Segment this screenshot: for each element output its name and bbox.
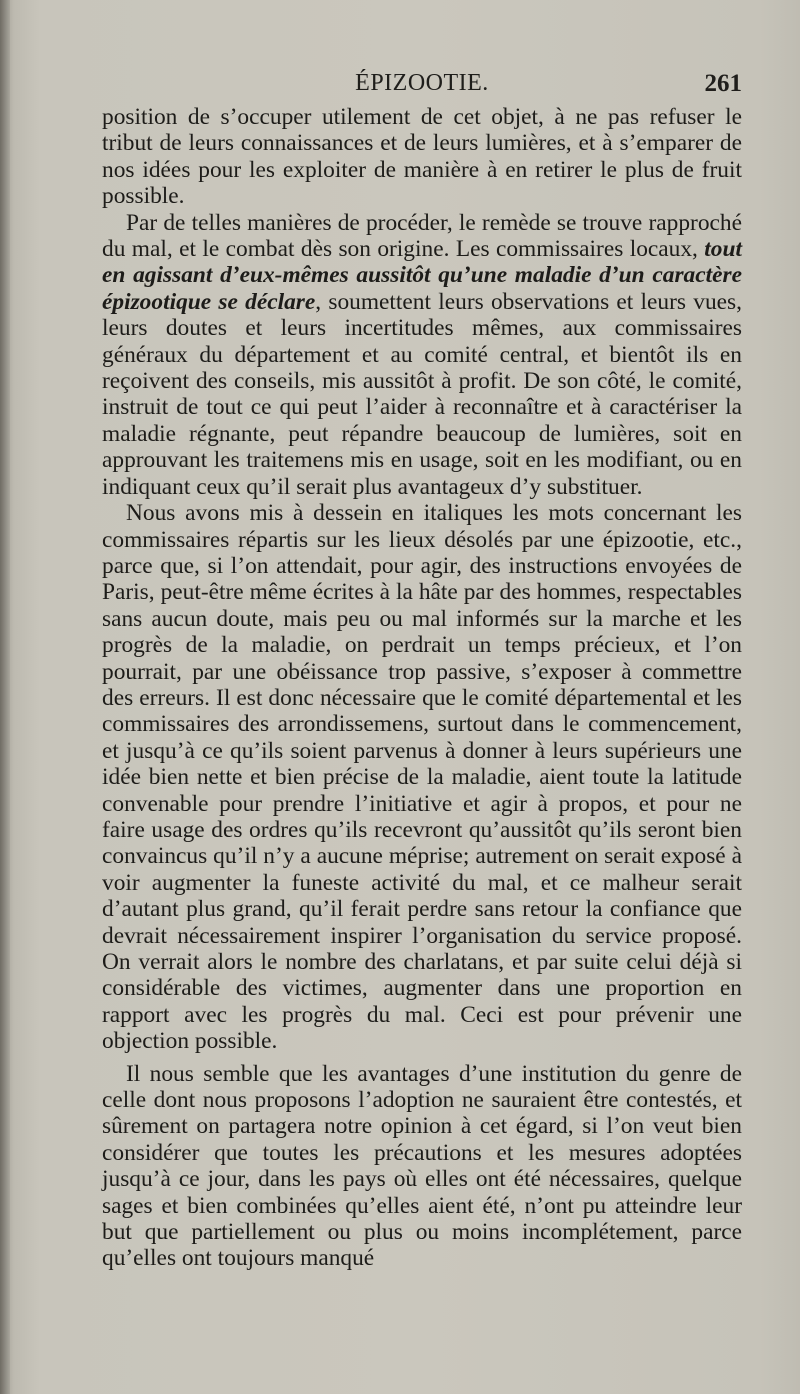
- page-spine-shadow: [0, 0, 10, 1394]
- paragraph-remedy: [102, 210, 742, 500]
- paragraph-italics-note: Nous avons mis à dessein en italiques les mots concernant les commissaires répartis sur les lieux désolés par une épizootie, etc., parce que, si l’on attendait, pour agir, des instructions envoyées de Paris, peut-être même écrites à la hâte par des hommes, respectables sans aucun doute, mais peu ou mal informés sur la marche et les progrès de la maladie, on perdrait un temps précieux, et l’on pourrait, par une obéissance trop passive, s’exposer à commettre des erreurs. Il est donc nécessaire que le comité départemental et les commissaires des arrondissemens, surtout dans le commencement, et jusqu’à ce qu’ils soient parvenus à donner à leurs supérieurs une idée bien nette et bien précise de la maladie, aient toute la latitude convenable pour prendre l’initiative et agir à propos, et pour ne faire usage des ordres qu’ils recevront qu’aussitôt qu’ils seront bien convaincus qu’il n’y a aucune méprise; autrement on serait exposé à voir augmenter la funeste activité du mal, et ce malheur serait d’autant plus grand, qu’il ferait perdre sans retour la confiance que devrait nécessairement inspirer l’organisation du service proposé. On verrait alors le nombre des charlatans, et par suite celui déjà si considérable des victimes, augmenter dans une proportion en rapport avec les progrès du mal. Ceci est pour prévenir une objection possible.: [102, 500, 742, 1055]
- paragraph-remedy-end: , soumettent leurs observations et leurs vues, leurs doutes et leurs incertitudes mêmes, aux commissaires généraux du département et au comité central, et bientôt ils en reçoivent des conseils, mis aussitôt à profit. De son côté, le comité, instruit de tout ce qui peut l’aider à reconnaître et à caractériser la maladie régnante, peut répandre beaucoup de lumières, soit en approuvant les traitemens mis en usage, soit en les modifiant, ou en indiquant ceux qu’il serait plus avantageux d’y substituer.: [102, 288, 742, 500]
- page-number: 261: [704, 70, 742, 97]
- body-text: [102, 104, 742, 1272]
- paragraph-advantages: Il nous semble que les avantages d’une institution du genre de celle dont nous proposons l’adoption ne sauraient être contestés, et sûrement on partagera notre opinion à cet égard, si l’on veut bien considérer que toutes les précautions et les mesures adoptées jusqu’à ce jour, dans les pays où elles ont été nécessaires, quelque sages et bien combinées qu’elles aient été, n’ont pu atteindre leur but que partiellement ou plus ou moins incomplétement, parce qu’elles ont toujours manqué: [102, 1060, 742, 1272]
- page-header: [102, 68, 742, 102]
- paragraph-continuation: position de s’occuper utilement de cet objet, à ne pas refuser le tribut de leurs connaissances et de leurs lumières, et à s’emparer de nos idées pour les exploiter de manière à en retirer le plus de fruit possible.: [102, 104, 742, 210]
- running-title: ÉPIZOOTIE.: [355, 70, 489, 96]
- paragraph-remedy-italic: tout en agissant d’eux-mêmes aussitôt qu’une maladie d’un caractère épizootique se déclare: [102, 236, 742, 315]
- paragraph-remedy-start: Par de telles manières de procéder, le remède se trouve rapproché du mal, et le combat dès son origine. Les commissaires locaux,: [102, 209, 742, 263]
